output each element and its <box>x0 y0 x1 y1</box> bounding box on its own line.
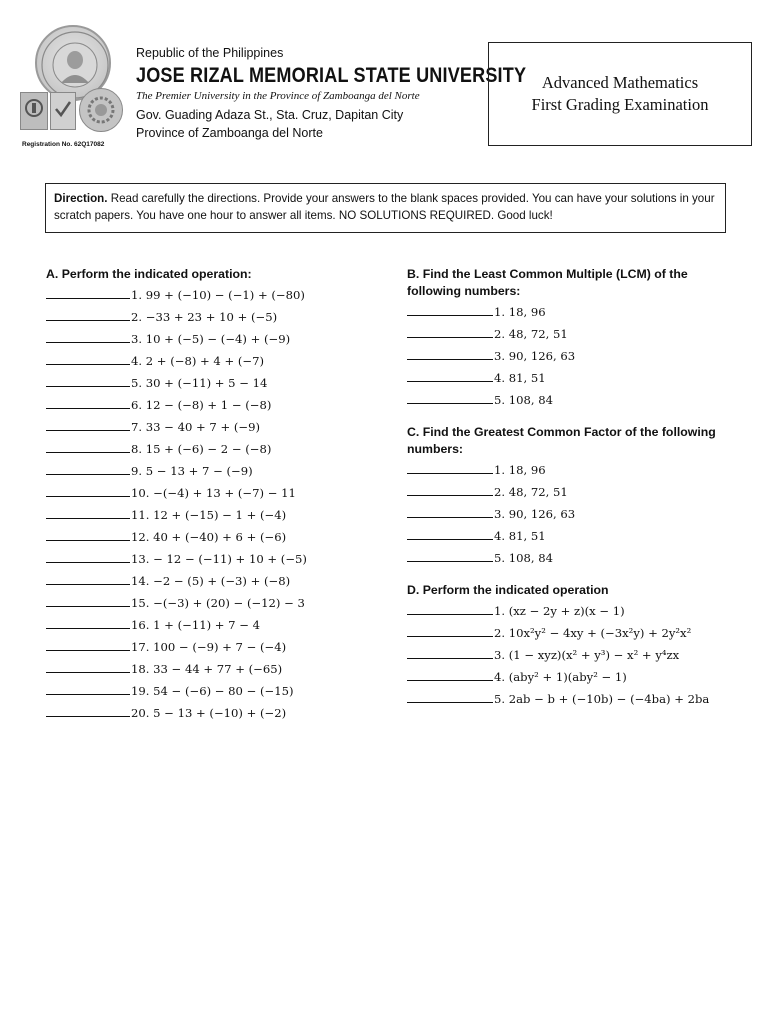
answer-blank[interactable] <box>46 349 130 365</box>
question-text: 2. 48, 72, 51 <box>494 485 568 499</box>
direction-label: Direction. <box>54 192 108 205</box>
exam-title: First Grading Examination <box>531 95 709 114</box>
section-a-item <box>46 701 376 723</box>
question-text: 1. (xz − 2y + z)(x − 1) <box>494 604 625 618</box>
address-line-2: Province of Zamboanga del Norte <box>136 126 323 140</box>
answer-blank[interactable] <box>407 458 493 474</box>
answer-blank[interactable] <box>407 388 493 404</box>
question-text: 9. 5 − 13 + 7 − (−9) <box>131 464 253 478</box>
section-a-item <box>46 371 376 393</box>
question-text: 1. 99 + (−10) − (−1) + (−80) <box>131 288 305 302</box>
section-a-items <box>46 283 376 723</box>
answer-blank[interactable] <box>46 679 130 695</box>
question-text: 11. 12 + (−15) − 1 + (−4) <box>131 508 287 522</box>
section-c-title: C. Find the Greatest Common Factor of the following numbers: <box>407 425 716 456</box>
question-text: 18. 33 − 44 + 77 + (−65) <box>131 662 283 676</box>
certification-logo <box>20 92 48 130</box>
question-text: 4. (aby² + 1)(aby² − 1) <box>494 670 627 684</box>
question-text: 4. 81, 51 <box>494 371 546 385</box>
answer-blank[interactable] <box>46 591 130 607</box>
section-a-item <box>46 613 376 635</box>
section-a-item <box>46 415 376 437</box>
answer-blank[interactable] <box>46 701 130 717</box>
answer-blank[interactable] <box>46 459 130 475</box>
answer-blank[interactable] <box>46 569 130 585</box>
answer-blank[interactable] <box>407 524 493 540</box>
answer-blank[interactable] <box>46 481 130 497</box>
answer-blank[interactable] <box>46 503 130 519</box>
section-b-item <box>407 388 737 410</box>
republic-label: Republic of the Philippines <box>136 46 284 60</box>
answer-blank[interactable] <box>407 366 493 382</box>
section-d-items <box>407 599 737 709</box>
registration-number: Registration No. 62Q17082 <box>22 141 105 148</box>
section-a-title: A. Perform the indicated operation: <box>46 267 252 281</box>
direction-text: Read carefully the directions. Provide your answers to the blank spaces provided. You can have your solutions in your scratch papers. You have one hour to answer all items. NO SOLUTIONS REQUIRED. Good luck! <box>54 192 715 222</box>
gear-icon <box>80 89 122 131</box>
question-text: 2. 10x²y² − 4xy + (−3x²y) + 2y²x² <box>494 626 692 640</box>
gear-seal-logo <box>79 88 123 132</box>
answer-blank[interactable] <box>46 657 130 673</box>
answer-blank[interactable] <box>407 621 493 637</box>
section-a-item <box>46 679 376 701</box>
question-text: 12. 40 + (−40) + 6 + (−6) <box>131 530 287 544</box>
direction-box <box>45 183 726 233</box>
section-a-item <box>46 503 376 525</box>
answer-blank[interactable] <box>46 327 130 343</box>
right-column <box>407 266 737 709</box>
question-text: 4. 2 + (−8) + 4 + (−7) <box>131 354 265 368</box>
question-text: 15. −(−3) + (20) − (−12) − 3 <box>131 596 305 610</box>
section-a-item <box>46 283 376 305</box>
question-text: 5. 108, 84 <box>494 393 553 407</box>
section-d-item <box>407 687 737 709</box>
section-c-item <box>407 502 737 524</box>
section-c-item <box>407 524 737 546</box>
section-a-item <box>46 459 376 481</box>
answer-blank[interactable] <box>407 599 493 615</box>
answer-blank[interactable] <box>46 283 130 299</box>
question-text: 3. 90, 126, 63 <box>494 507 576 521</box>
checkmark-icon <box>51 93 75 129</box>
answer-blank[interactable] <box>46 525 130 541</box>
question-text: 5. 108, 84 <box>494 551 553 565</box>
answer-blank[interactable] <box>407 665 493 681</box>
question-text: 10. −(−4) + 13 + (−7) − 11 <box>131 486 296 500</box>
section-c-item <box>407 480 737 502</box>
section-a <box>46 266 376 723</box>
question-text: 14. −2 − (5) + (−3) + (−8) <box>131 574 291 588</box>
answer-blank[interactable] <box>407 643 493 659</box>
question-text: 13. − 12 − (−11) + 10 + (−5) <box>131 552 307 566</box>
question-text: 2. 48, 72, 51 <box>494 327 568 341</box>
section-b-item <box>407 344 737 366</box>
answer-blank[interactable] <box>407 322 493 338</box>
question-text: 16. 1 + (−11) + 7 − 4 <box>131 618 261 632</box>
answer-blank[interactable] <box>46 393 130 409</box>
question-text: 3. (1 − xyz)(x² + y³) − x² + y⁴zx <box>494 648 680 662</box>
question-text: 1. 18, 96 <box>494 305 546 319</box>
exam-subject: Advanced Mathematics <box>541 73 699 92</box>
exam-title-box <box>488 42 752 146</box>
answer-blank[interactable] <box>46 437 130 453</box>
accreditation-logo <box>50 92 76 130</box>
section-d-item <box>407 643 737 665</box>
section-c-items <box>407 458 737 568</box>
section-d-title: D. Perform the indicated operation <box>407 583 609 597</box>
section-d-item <box>407 665 737 687</box>
section-c-item <box>407 458 737 480</box>
section-d-item <box>407 621 737 643</box>
answer-blank[interactable] <box>407 300 493 316</box>
section-b-item <box>407 322 737 344</box>
answer-blank[interactable] <box>46 415 130 431</box>
answer-blank[interactable] <box>407 344 493 360</box>
section-b-items <box>407 300 737 410</box>
university-motto: The Premier University in the Province of Zamboanga del Norte <box>136 90 420 102</box>
answer-blank[interactable] <box>46 635 130 651</box>
question-text: 19. 54 − (−6) − 80 − (−15) <box>131 684 294 698</box>
section-a-item <box>46 657 376 679</box>
section-a-item <box>46 349 376 371</box>
section-b-item <box>407 366 737 388</box>
answer-blank[interactable] <box>46 305 130 321</box>
section-b-item <box>407 300 737 322</box>
answer-blank[interactable] <box>46 371 130 387</box>
question-text: 6. 12 − (−8) + 1 − (−8) <box>131 398 272 412</box>
section-c-item <box>407 546 737 568</box>
section-a-item <box>46 569 376 591</box>
section-a-item <box>46 591 376 613</box>
section-b-title: B. Find the Least Common Multiple (LCM) of the following numbers: <box>407 267 688 298</box>
question-text: 2. −33 + 23 + 10 + (−5) <box>131 310 278 324</box>
answer-blank[interactable] <box>407 502 493 518</box>
question-text: 3. 10 + (−5) − (−4) + (−9) <box>131 332 291 346</box>
section-a-item <box>46 635 376 657</box>
section-a-item <box>46 327 376 349</box>
certification-mark-icon <box>21 93 47 129</box>
section-a-item <box>46 305 376 327</box>
answer-blank[interactable] <box>407 687 493 703</box>
answer-blank[interactable] <box>46 547 130 563</box>
answer-blank[interactable] <box>407 546 493 562</box>
question-text: 17. 100 − (−9) + 7 − (−4) <box>131 640 287 654</box>
section-a-item <box>46 525 376 547</box>
section-a-item <box>46 547 376 569</box>
question-text: 7. 33 − 40 + 7 + (−9) <box>131 420 261 434</box>
section-a-item <box>46 393 376 415</box>
question-text: 5. 2ab − b + (−10b) − (−4ba) + 2ba <box>494 692 710 706</box>
question-text: 20. 5 − 13 + (−10) + (−2) <box>131 706 287 720</box>
question-text: 8. 15 + (−6) − 2 − (−8) <box>131 442 272 456</box>
section-a-item <box>46 481 376 503</box>
address-line-1: Gov. Guading Adaza St., Sta. Cruz, Dapitan City <box>136 108 404 122</box>
university-name: JOSE RIZAL MEMORIAL STATE UNIVERSITY <box>136 64 527 87</box>
question-text: 4. 81, 51 <box>494 529 546 543</box>
answer-blank[interactable] <box>407 480 493 496</box>
question-text: 3. 90, 126, 63 <box>494 349 576 363</box>
section-d-item <box>407 599 737 621</box>
question-text: 1. 18, 96 <box>494 463 546 477</box>
section-a-item <box>46 437 376 459</box>
answer-blank[interactable] <box>46 613 130 629</box>
question-text: 5. 30 + (−11) + 5 − 14 <box>131 376 268 390</box>
